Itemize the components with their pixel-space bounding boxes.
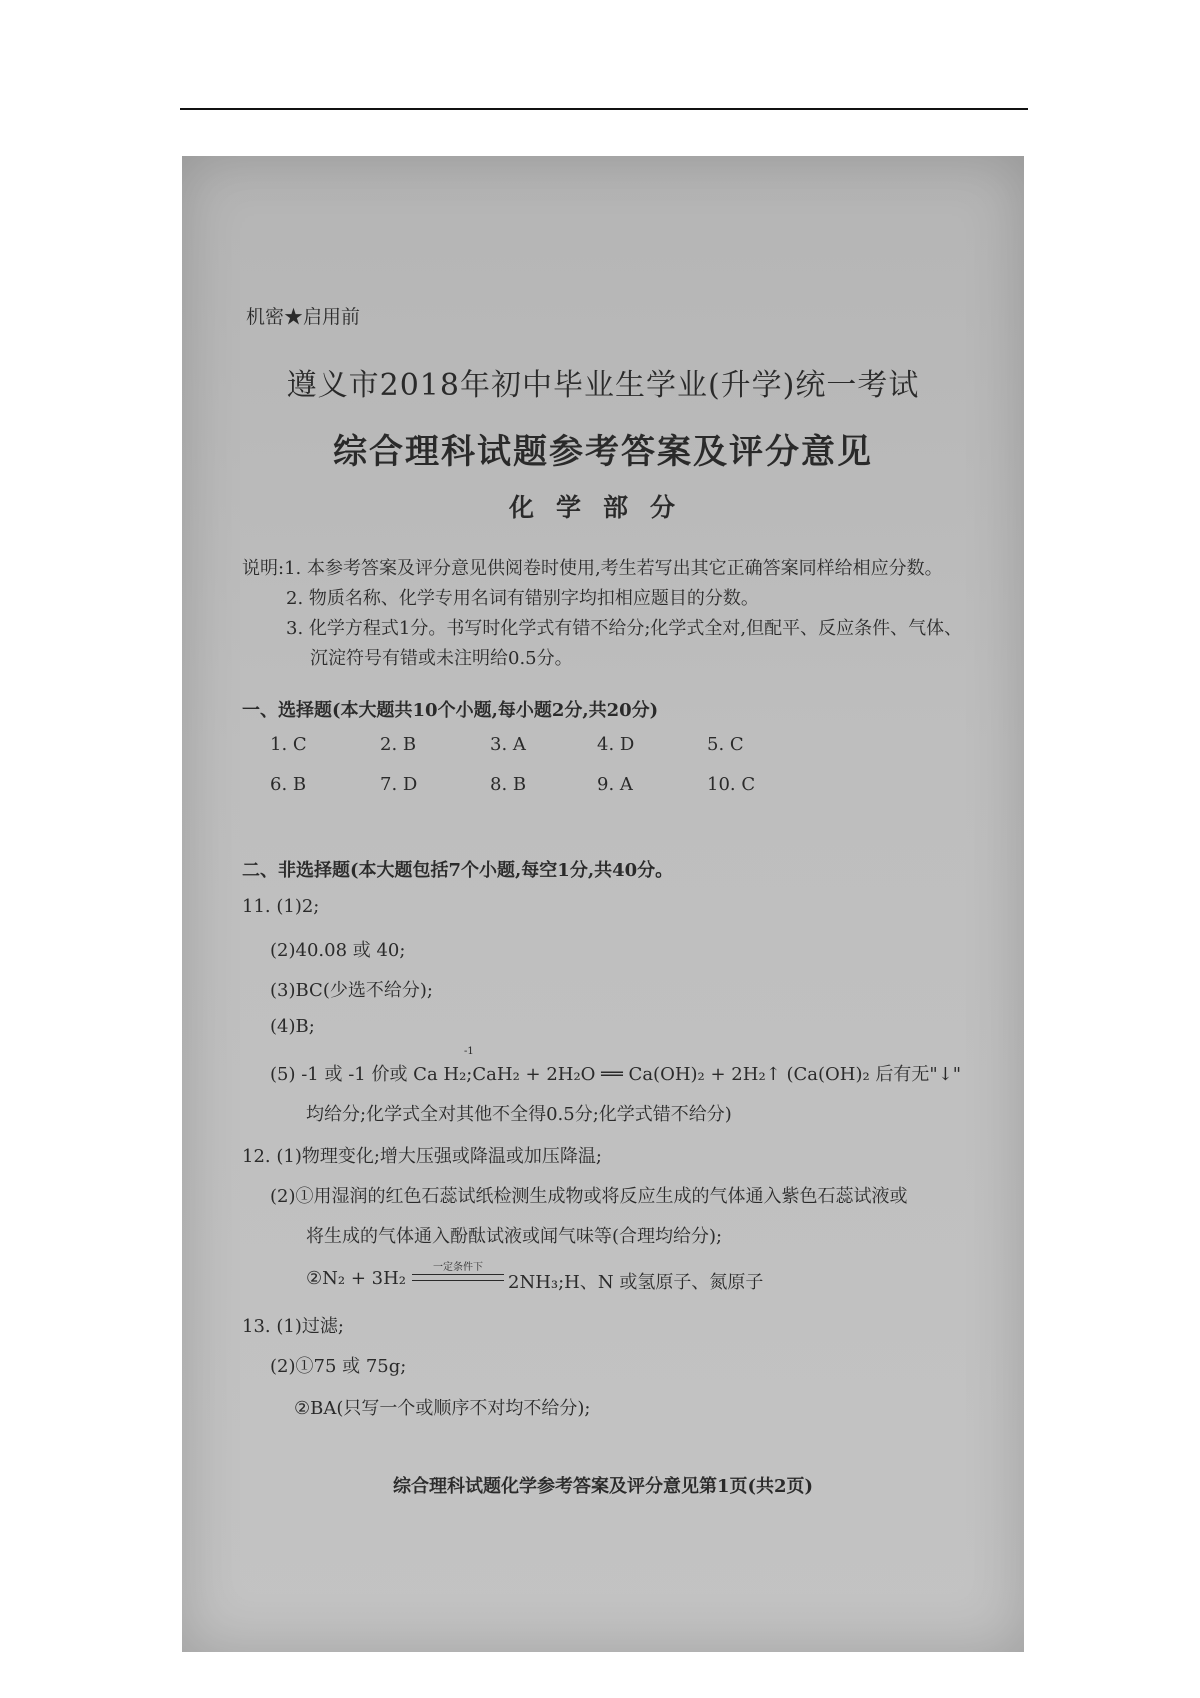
- note-3: 3. 化学方程式1分。书写时化学式有错不给分;化学式全对,但配平、反应条件、气体、: [286, 618, 963, 639]
- subject-title: 化学部分: [508, 493, 697, 522]
- q12-equation-left: ②N₂ + 3H₂: [306, 1268, 406, 1289]
- answer-3: 3. A: [490, 734, 526, 755]
- answer-5: 5. C: [707, 734, 744, 755]
- q11-part5: (5) -1 或 -1 价或 Ca H₂;CaH₂ + 2H₂O ══ Ca(OH)₂ + 2H₂↑ (Ca(OH)₂ 后有无"↓": [270, 1064, 962, 1085]
- exam-title: 遵义市2018年初中毕业生学业(升学)统一考试: [286, 368, 920, 403]
- answer-7: 7. D: [380, 774, 418, 795]
- q11-part3: (3)BC(少选不给分);: [270, 980, 433, 1001]
- section1-heading: 一、选择题(本大题共10个小题,每小题2分,共20分): [242, 700, 659, 721]
- q13-part2: (2)①75 或 75g;: [270, 1356, 407, 1377]
- q11-part2: (2)40.08 或 40;: [270, 940, 406, 961]
- answer-9: 9. A: [597, 774, 633, 795]
- valence-mark: -1: [464, 1046, 474, 1057]
- top-rule: [180, 108, 1028, 110]
- answer-6: 6. B: [270, 774, 307, 795]
- answer-key-title: 综合理科试题参考答案及评分意见: [333, 432, 873, 472]
- q11-part4: (4)B;: [270, 1016, 315, 1037]
- note-1: 说明:1. 本参考答案及评分意见供阅卷时使用,考生若写出其它正确答案同样给相应分数。: [242, 558, 943, 579]
- equals-sign: [412, 1274, 504, 1281]
- q13-part1: 13. (1)过滤;: [242, 1316, 344, 1337]
- q12-equation-right: 2NH₃;H、N 或氢原子、氮原子: [508, 1272, 764, 1293]
- section2-heading: 二、非选择题(本大题包括7个小题,每空1分,共40分。: [242, 860, 674, 881]
- secret-label: 机密★启用前: [246, 306, 361, 328]
- q12-part1: 12. (1)物理变化;增大压强或降温或加压降温;: [242, 1146, 602, 1167]
- note-2: 2. 物质名称、化学专用名词有错别字均扣相应题目的分数。: [286, 588, 759, 609]
- scanned-page: [182, 156, 1024, 1652]
- q11-part1: 11. (1)2;: [242, 896, 320, 917]
- q12-part2-cont: 将生成的气体通入酚酞试液或闻气味等(合理均给分);: [306, 1226, 723, 1247]
- answer-10: 10. C: [707, 774, 756, 795]
- q11-part5-cont: 均给分;化学式全对其他不全得0.5分;化学式错不给分): [306, 1104, 732, 1125]
- note-3-cont: 沉淀符号有错或未注明给0.5分。: [310, 648, 573, 669]
- reaction-condition: 一定条件下: [433, 1262, 483, 1273]
- answer-1: 1. C: [270, 734, 307, 755]
- page-footer: 综合理科试题化学参考答案及评分意见第1页(共2页): [392, 1476, 814, 1497]
- q13-part3: ②BA(只写一个或顺序不对均不给分);: [294, 1398, 591, 1419]
- answer-4: 4. D: [597, 734, 635, 755]
- q12-part2: (2)①用湿润的红色石蕊试纸检测生成物或将反应生成的气体通入紫色石蕊试液或: [270, 1186, 908, 1207]
- answer-8: 8. B: [490, 774, 527, 795]
- answer-2: 2. B: [380, 734, 417, 755]
